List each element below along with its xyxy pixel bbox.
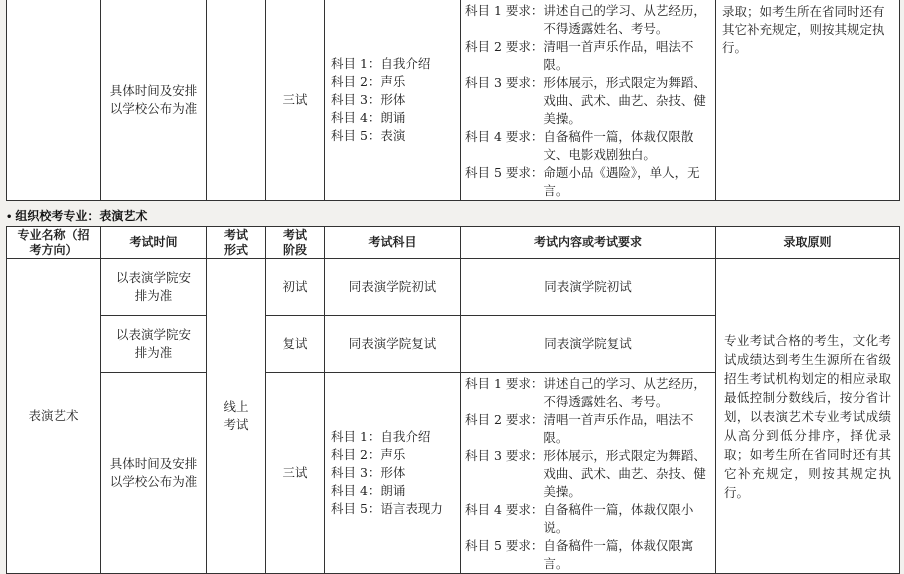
time-cell: 以表演学院安排为准 [101,316,207,373]
stage-cell: 三试 [266,373,325,574]
admission-cell: 录取；如考生所在省同时还有其它补充规定，则按其规定执行。 [716,0,900,201]
requirements-cell [461,0,716,201]
subject-item: 科目 3：形体 [331,465,406,480]
requirement-item: 科目 2 要求： 清唱一首声乐作品，唱法不限。 [465,412,694,445]
admission-cell: 专业考试合格的考生，文化考试成绩达到考生生源所在省级招生考试机构划定的相应录取最低控制分数线后，按分省计划，以表演艺术专业考试成绩从高分到低分排序，择优录取；如考生所在省同时还有其它补充规定，则按其规定执行。 [716,259,900,574]
section-heading [6,207,147,224]
header-stage: 考试阶段 [266,227,325,259]
subject-item: 科目 2：声乐 [331,74,406,89]
header-major: 专业名称（招考方向） [7,227,101,259]
time-cell: 以表演学院安排为准 [101,259,207,316]
subject-item: 科目 2：声乐 [331,447,406,462]
subject-item: 科目 1：自我介绍 [331,429,431,444]
requirement-item: 科目 3 要求： 形体展示，形式限定为舞蹈、戏曲、武术、曲艺、杂技、健美操。 [465,75,706,126]
subject-item: 科目 5：表演 [331,128,406,143]
header-subjects: 考试科目 [325,227,461,259]
requirement-item: 科目 4 要求： 自备稿件一篇，体裁仅限散文、电影戏剧独白。 [465,129,694,162]
requirement-item: 科目 4 要求： 自备稿件一篇，体裁仅限小说。 [465,502,694,535]
content-cell: 同表演学院初试 [461,259,716,316]
exam-table [6,226,900,574]
subject-item: 科目 1：自我介绍 [331,56,431,71]
subject-item: 科目 3：形体 [331,92,406,107]
requirement-item: 科目 5 要求： 自备稿件一篇，体裁仅限寓言。 [465,538,694,571]
subject-item: 科目 4：朗诵 [331,483,406,498]
time-cell: 具体时间及安排以学校公布为准 [101,373,207,574]
requirements-cell [461,373,716,574]
header-time: 考试时间 [101,227,207,259]
header-content: 考试内容或考试要求 [461,227,716,259]
content-cell: 同表演学院复试 [461,316,716,373]
bullet-icon: • [6,212,13,223]
requirement-item: 科目 1 要求： 讲述自己的学习、从艺经历，不得透露姓名、考号。 [465,3,706,36]
requirement-item: 科目 2 要求： 清唱一首声乐作品，唱法不限。 [465,39,694,72]
header-admission: 录取原则 [716,227,900,259]
requirement-item: 科目 5 要求： 命题小品《遇险》，单人，无言。 [465,165,700,198]
requirement-item: 科目 1 要求： 讲述自己的学习、从艺经历，不得透露姓名、考号。 [465,376,706,409]
subjects-cell: 同表演学院复试 [325,316,461,373]
requirement-item: 科目 3 要求： 形体展示，形式限定为舞蹈、戏曲、武术、曲艺、杂技、健美操。 [465,448,706,499]
stage-cell: 复试 [266,316,325,373]
subject-item: 科目 4：朗诵 [331,110,406,125]
subjects-cell [325,0,461,201]
continued-table [6,0,900,201]
stage-cell: 初试 [266,259,325,316]
major-cell [7,0,101,201]
form-cell: 线上考试 [207,259,266,574]
subject-item: 科目 5：语言表现力 [331,501,443,516]
time-cell: 具体时间及安排以学校公布为准 [101,0,207,201]
form-cell [207,0,266,201]
major-cell: 表演艺术 [7,259,101,574]
header-form: 考试形式 [207,227,266,259]
section-heading-text: 组织校考专业：表演艺术 [15,209,148,223]
subjects-cell: 同表演学院初试 [325,259,461,316]
subjects-cell [325,373,461,574]
stage-cell: 三试 [266,0,325,201]
